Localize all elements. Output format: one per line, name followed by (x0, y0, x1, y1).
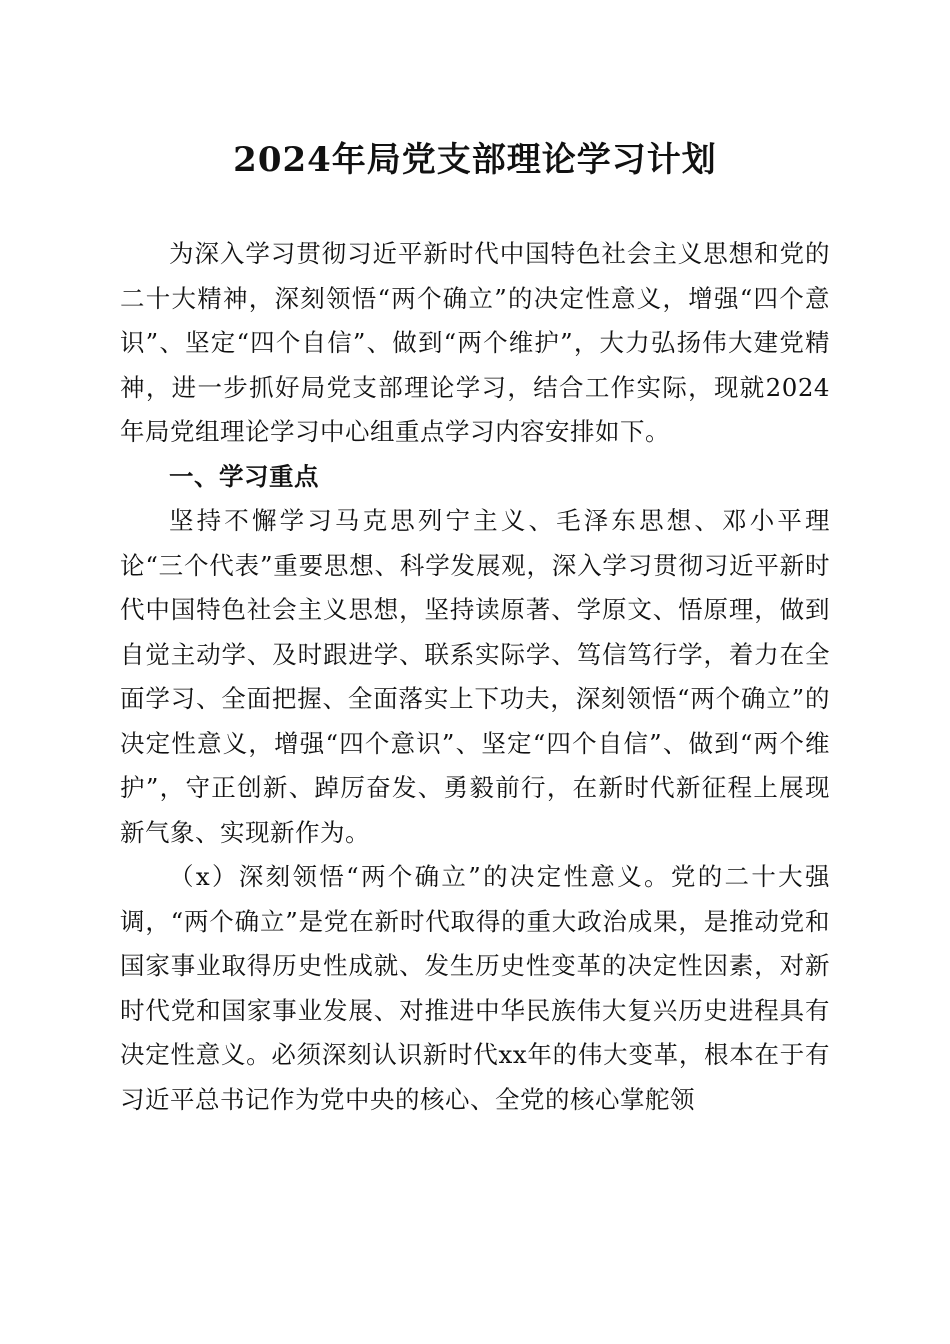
document-body (120, 232, 830, 1122)
section-paragraph: 坚持不懈学习马克思列宁主义、毛泽东思想、邓小平理论“三个代表”重要思想、科学发展观，深入学习贯彻习近平新时代中国特色社会主义思想，坚持读原著、学原文、悟原理，做到自觉主动学、及时跟进学、联系实际学、笃信笃行学，着力在全面学习、全面把握、全面落实上下功夫，深刻领悟“两个确立”的决定性意义，增强“四个意识”、坚定“四个自信”、做到“两个维护”，守正创新、踔厉奋发、勇毅前行，在新时代新征程上展现新气象、实现新作为。 (120, 506, 830, 847)
document-title: 2024年局党支部理论学习计划 (233, 140, 717, 180)
intro-paragraph: 为深入学习贯彻习近平新时代中国特色社会主义思想和党的二十大精神，深刻领悟“两个确立”的决定性意义，增强“四个意识”、坚定“四个自信”、做到“两个维护”，大力弘扬伟大建党精神，进一步抓好局党支部理论学习，结合工作实际，现就2024年局党组理论学习中心组重点学习内容安排如下。 (120, 239, 830, 446)
subsection-paragraph: （x）深刻领悟“两个确立”的决定性意义。党的二十大强调，“两个确立”是党在新时代取得的重大政治成果，是推动党和国家事业取得历史性成就、发生历史性变革的决定性因素，对新时代党和国家事业发展、对推进中华民族伟大复兴历史进程具有决定性意义。必须深刻认识新时代xx年的伟大变革，根本在于有习近平总书记作为党中央的核心、全党的核心掌舵领 (120, 862, 830, 1114)
section-heading-study-focus: 一、学习重点 (169, 461, 319, 491)
